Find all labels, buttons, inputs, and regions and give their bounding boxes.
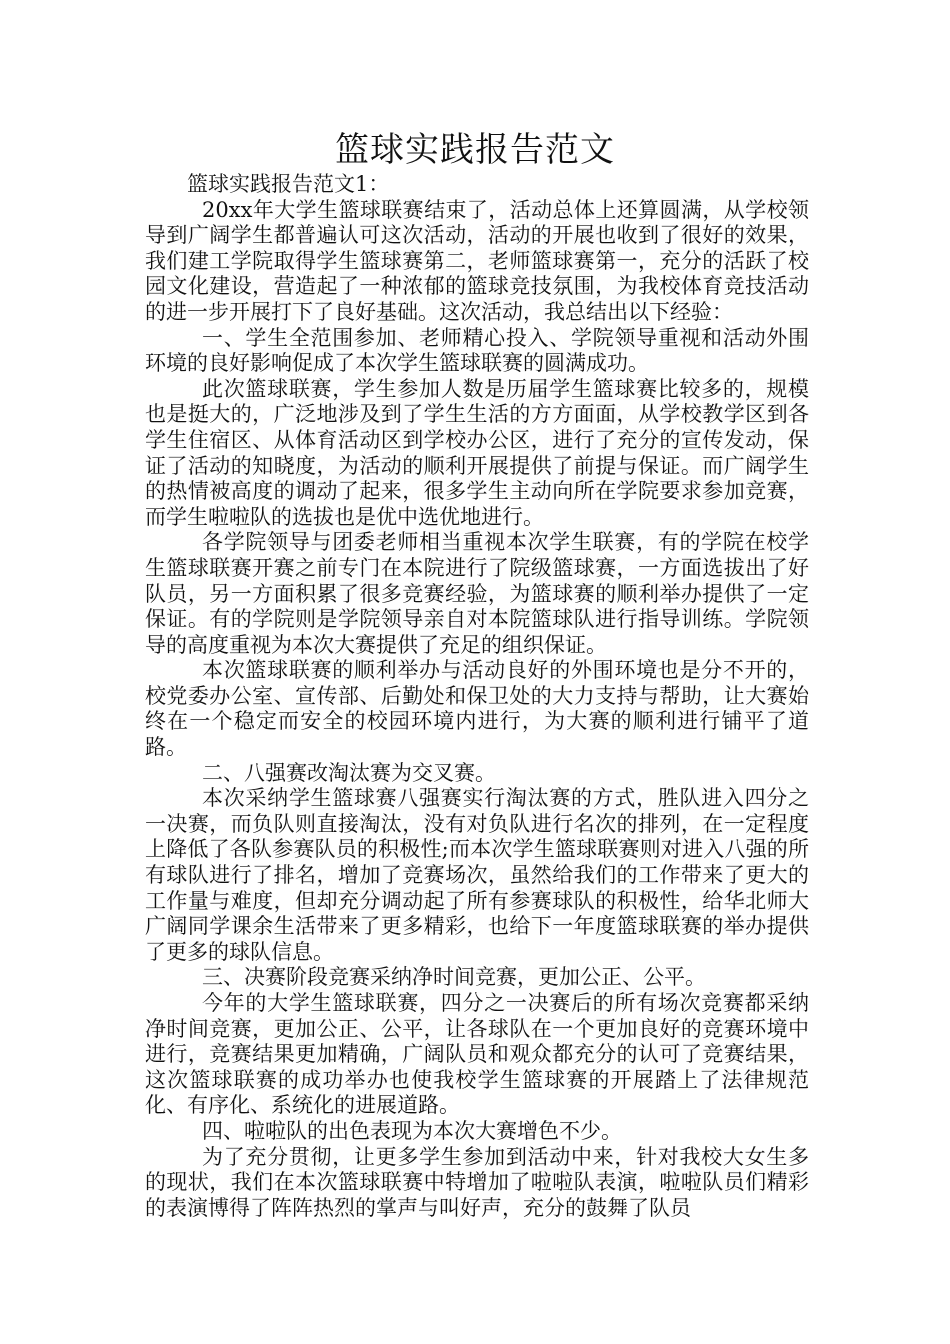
document-body (145, 172, 809, 1221)
paragraph: 今年的大学生篮球联赛，四分之一决赛后的所有场次竞赛都采纳净时间竞赛，更加公正、公平，让各球队在一个更加良好的竞赛环境中进行，竞赛结果更加精确，广阔队员和观众都充分的认可了竞赛结果，这次篮球联赛的成功举办也使我校学生篮球赛的开展踏上了法律规范化、有序化、系统化的进展道路。 (145, 991, 809, 1118)
paragraph: 为了充分贯彻，让更多学生参加到活动中来，针对我校大女生多的现状，我们在本次篮球联赛中特增加了啦啦队表演，啦啦队员们精彩的表演博得了阵阵热烈的掌声与叫好声，充分的鼓舞了队员 (145, 1144, 809, 1220)
section-heading-1: 一、学生全范围参加、老师精心投入、学院领导重视和活动外围环境的良好影响促成了本次学生篮球联赛的圆满成功。 (145, 325, 809, 376)
paragraph: 各学院领导与团委老师相当重视本次学生联赛，有的学院在校学生篮球联赛开赛之前专门在本院进行了院级篮球赛，一方面选拔出了好队员，另一方面积累了很多竞赛经验，为篮球赛的顺利举办提供了一定保证。有的学院则是学院领导亲自对本院篮球队进行指导训练。学院领导的高度重视为本次大赛提供了充足的组织保证。 (145, 530, 809, 657)
paragraph: 本次采纳学生篮球赛八强赛实行淘汰赛的方式，胜队进入四分之一决赛，而负队则直接淘汰，没有对负队进行名次的排列，在一定程度上降低了各队参赛队员的积极性;而本次学生篮球联赛则对进入八强的所有球队进行了排名，增加了竞赛场次，虽然给我们的工作带来了更大的工作量与难度，但却充分调动起了所有参赛球队的积极性，给华北师大广阔同学课余生活带来了更多精彩，也给下一年度篮球联赛的举办提供了更多的球队信息。 (145, 786, 809, 964)
paragraph: 此次篮球联赛，学生参加人数是历届学生篮球赛比较多的，规模也是挺大的，广泛地涉及到了学生生活的方方面面，从学校教学区到各学生住宿区、从体育活动区到学校办公区，进行了充分的宣传发动，保证了活动的知晓度，为活动的顺利开展提供了前提与保证。而广阔学生的热情被高度的调动了起来，很多学生主动向所在学院要求参加竞赛，而学生啦啦队的选拔也是优中选优地进行。 (145, 376, 809, 529)
section-heading-2: 二、八强赛改淘汰赛为交叉赛。 (202, 760, 496, 785)
section-heading-4: 四、啦啦队的出色表现为本次大赛增色不少。 (202, 1118, 622, 1143)
section-heading-3: 三、决赛阶段竞赛采纳净时间竞赛，更加公正、公平。 (202, 965, 706, 990)
paragraph-intro: 20xx年大学生篮球联赛结束了，活动总体上还算圆满，从学校领导到广阔学生都普遍认可这次活动，活动的开展也收到了很好的效果，我们建工学院取得学生篮球赛第二，老师篮球赛第一，充分的活跃了校园文化建设，营造起了一种浓郁的篮球竞技氛围，为我校体育竞技活动的进一步开展打下了良好基础。这次活动，我总结出以下经验： (145, 197, 809, 324)
document-subtitle: 篮球实践报告范文1： (187, 172, 390, 196)
page-title: 篮球实践报告范文 (335, 130, 615, 170)
paragraph: 本次篮球联赛的顺利举办与活动良好的外围环境也是分不开的，校党委办公室、宣传部、后勤处和保卫处的大力支持与帮助，让大赛始终在一个稳定而安全的校园环境内进行，为大赛的顺利进行铺平了道路。 (145, 658, 809, 760)
